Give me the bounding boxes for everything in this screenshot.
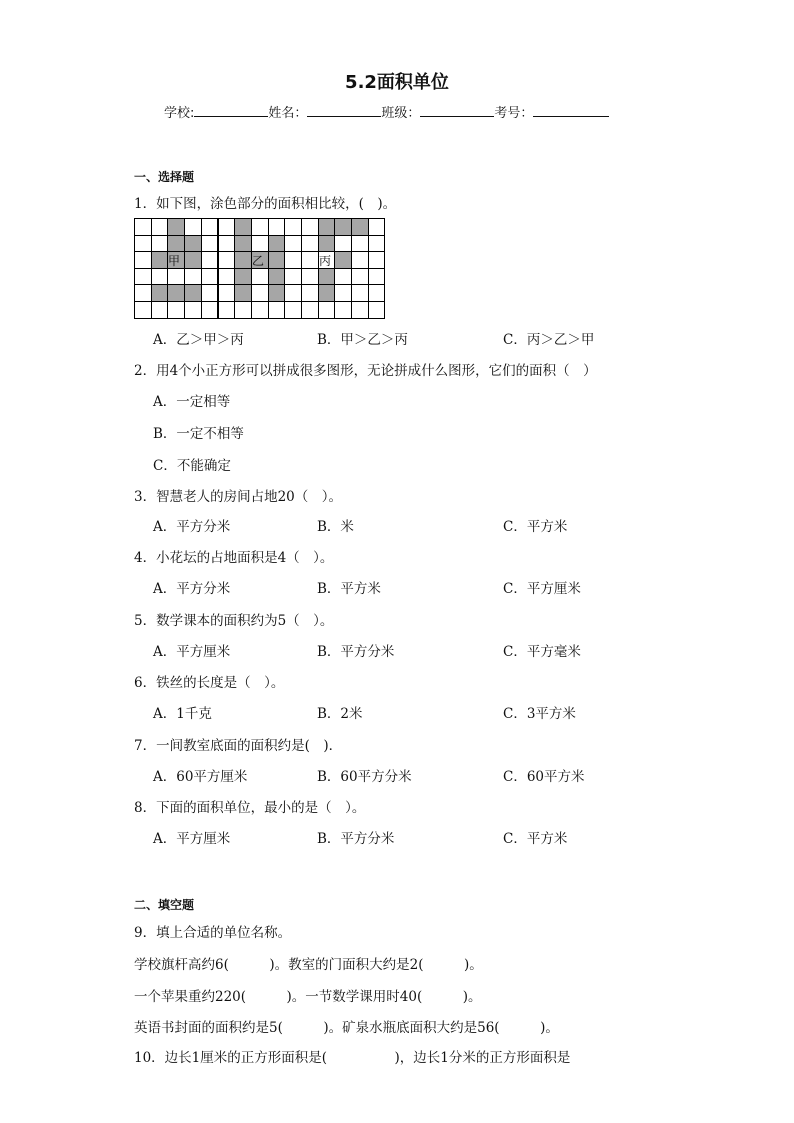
question-5: 5．数学课本的面积约为5（ ）。: [134, 613, 334, 629]
grid-cell: [301, 235, 319, 253]
shaded-grid-figure: [134, 218, 386, 318]
q3-option-b[interactable]: B．米: [317, 519, 354, 535]
grid-cell: [368, 235, 386, 253]
grid-cell: [268, 235, 286, 253]
question-3: 3．智慧老人的房间占地20（ ）。: [134, 489, 343, 505]
q7-option-a[interactable]: A．60平方厘米: [153, 769, 248, 785]
q8-option-b[interactable]: B．平方分米: [317, 831, 395, 847]
q6-option-b[interactable]: B．2米: [317, 706, 363, 722]
name-label: 姓名：: [268, 106, 308, 121]
grid-cell: [251, 268, 269, 286]
grid-cell: [268, 284, 286, 302]
grid-cell: [284, 268, 302, 286]
grid-cell: [284, 235, 302, 253]
grid-cell: [284, 301, 302, 319]
grid-cell: [134, 284, 152, 302]
q6-option-a[interactable]: A．1千克: [153, 706, 212, 722]
grid-cell: [301, 301, 319, 319]
grid-cell: [351, 218, 369, 236]
q4-option-a[interactable]: A．平方分米: [153, 581, 231, 597]
grid-cell: [234, 301, 252, 319]
question-6: 6．铁丝的长度是（ ）。: [134, 675, 285, 691]
grid-cell: [201, 284, 219, 302]
question-9-line-3: 英语书封面的面积约是5( )。矿泉水瓶底面积大约是56( )。: [134, 1020, 559, 1036]
grid-cell: [184, 218, 202, 236]
question-9: 9．填上合适的单位名称。: [134, 925, 292, 941]
grid-cell: [318, 284, 336, 302]
q5-option-c[interactable]: C．平方毫米: [503, 644, 581, 660]
grid-cell: [251, 235, 269, 253]
grid-cell: [301, 218, 319, 236]
grid-cell: [251, 284, 269, 302]
grid-cell: [151, 235, 169, 253]
q7-option-c[interactable]: C．60平方米: [503, 769, 585, 785]
name-blank[interactable]: [307, 102, 381, 117]
grid-cell: [351, 235, 369, 253]
grid-cell: [151, 268, 169, 286]
class-blank[interactable]: [420, 102, 494, 117]
grid-cell: [351, 251, 369, 269]
question-8: 8．下面的面积单位，最小的是（ ）。: [134, 800, 366, 816]
grid-cell: [218, 235, 236, 253]
question-9-line-1: 学校旗杆高约6( )。教室的门面积大约是2( )。: [134, 957, 483, 973]
school-blank[interactable]: [194, 102, 268, 117]
grid-cell: [151, 284, 169, 302]
grid-cell: [284, 251, 302, 269]
grid-cell: [184, 251, 202, 269]
grid-cell: [368, 251, 386, 269]
grid-cell: [134, 268, 152, 286]
grid-cell: [167, 284, 185, 302]
grid-cell: [218, 301, 236, 319]
grid-cell: [218, 284, 236, 302]
grid-cell: [134, 235, 152, 253]
grid-cell: [218, 251, 236, 269]
grid-cell: [334, 218, 352, 236]
q2-option-c[interactable]: C．不能确定: [153, 458, 231, 474]
grid-cell: [334, 268, 352, 286]
q3-option-c[interactable]: C．平方米: [503, 519, 568, 535]
grid-cell: [251, 218, 269, 236]
grid-cell: [284, 218, 302, 236]
section-heading-fill-in: 二、填空题: [134, 898, 195, 912]
grid-cell: [301, 251, 319, 269]
grid-cell: [218, 268, 236, 286]
grid-cell: [351, 301, 369, 319]
grid-cell: [318, 268, 336, 286]
grid-cell: [184, 284, 202, 302]
number-blank[interactable]: [533, 102, 609, 117]
q1-option-a[interactable]: A．乙＞甲＞丙: [153, 332, 244, 348]
grid-cell: [268, 301, 286, 319]
grid-cell: [234, 235, 252, 253]
figure-label-bing: 丙: [319, 254, 332, 268]
q6-option-c[interactable]: C．3平方米: [503, 706, 576, 722]
grid-cell: [167, 235, 185, 253]
q2-option-a[interactable]: A．一定相等: [153, 394, 231, 410]
grid-cell: [184, 235, 202, 253]
grid-cell: [301, 284, 319, 302]
grid-cell: [167, 268, 185, 286]
grid-cell: [251, 301, 269, 319]
class-label: 班级：: [381, 106, 421, 121]
grid-cell: [218, 218, 236, 236]
question-2: 2．用4个小正方形可以拼成很多图形，无论拼成什么图形，它们的面积（ ）: [134, 363, 597, 379]
number-label: 考号：: [494, 106, 534, 121]
q1-option-c[interactable]: C．丙＞乙＞甲: [503, 332, 595, 348]
figure-label-yi: 乙: [252, 254, 265, 268]
grid-cell: [234, 218, 252, 236]
grid-cell: [134, 218, 152, 236]
grid-cell: [268, 268, 286, 286]
school-label: 学校:: [164, 106, 195, 121]
grid-cell: [351, 284, 369, 302]
grid-cell: [268, 251, 286, 269]
grid-cell: [201, 251, 219, 269]
grid-cell: [201, 268, 219, 286]
grid-cell: [368, 218, 386, 236]
grid-cell: [167, 218, 185, 236]
q5-option-a[interactable]: A．平方厘米: [153, 644, 231, 660]
q8-option-c[interactable]: C．平方米: [503, 831, 568, 847]
grid-cell: [201, 218, 219, 236]
grid-cell: [301, 268, 319, 286]
grid-cell: [151, 218, 169, 236]
grid-cell: [334, 235, 352, 253]
grid-cell: [234, 251, 252, 269]
q4-option-b[interactable]: B．平方米: [317, 581, 381, 597]
grid-cell: [368, 301, 386, 319]
grid-cell: [368, 268, 386, 286]
grid-cell: [284, 284, 302, 302]
grid-cell: [334, 284, 352, 302]
grid-cell: [318, 301, 336, 319]
grid-cell: [151, 301, 169, 319]
grid-cell: [184, 268, 202, 286]
grid-cell: [184, 301, 202, 319]
grid-cell: [234, 268, 252, 286]
grid-cell: [351, 268, 369, 286]
question-9-line-2: 一个苹果重约220( )。一节数学课用时40( )。: [134, 989, 482, 1005]
q3-option-a[interactable]: A．平方分米: [153, 519, 231, 535]
page-title: 5.2面积单位: [345, 72, 449, 93]
grid-cell: [151, 251, 169, 269]
q5-option-b[interactable]: B．平方分米: [317, 644, 395, 660]
grid-cell: [334, 301, 352, 319]
grid-cell: [167, 301, 185, 319]
q8-option-a[interactable]: A．平方厘米: [153, 831, 231, 847]
question-1: 1．如下图，涂色部分的面积相比较，( )。: [134, 196, 397, 212]
student-info-line: [164, 102, 609, 121]
grid-cell: [201, 235, 219, 253]
grid-cell: [334, 251, 352, 269]
section-heading-choice: 一、选择题: [134, 170, 195, 184]
grid-cell: [268, 218, 286, 236]
q7-option-b[interactable]: B．60平方分米: [317, 769, 412, 785]
grid-cell: [318, 235, 336, 253]
grid-cell: [134, 301, 152, 319]
grid-cell: [318, 218, 336, 236]
q1-option-b[interactable]: B．甲＞乙＞丙: [317, 332, 408, 348]
grid-cell: [368, 284, 386, 302]
figure-label-jia: 甲: [168, 254, 181, 268]
grid-cell: [201, 301, 219, 319]
grid-cell: [234, 284, 252, 302]
q2-option-b[interactable]: B．一定不相等: [153, 426, 244, 442]
q4-option-c[interactable]: C．平方厘米: [503, 581, 581, 597]
question-10: 10．边长1厘米的正方形面积是( )，边长1分米的正方形面积是: [134, 1050, 571, 1066]
grid-cell: [134, 251, 152, 269]
question-4: 4．小花坛的占地面积是4（ ）。: [134, 550, 334, 566]
question-7: 7．一间教室底面的面积约是( )．: [134, 738, 343, 754]
